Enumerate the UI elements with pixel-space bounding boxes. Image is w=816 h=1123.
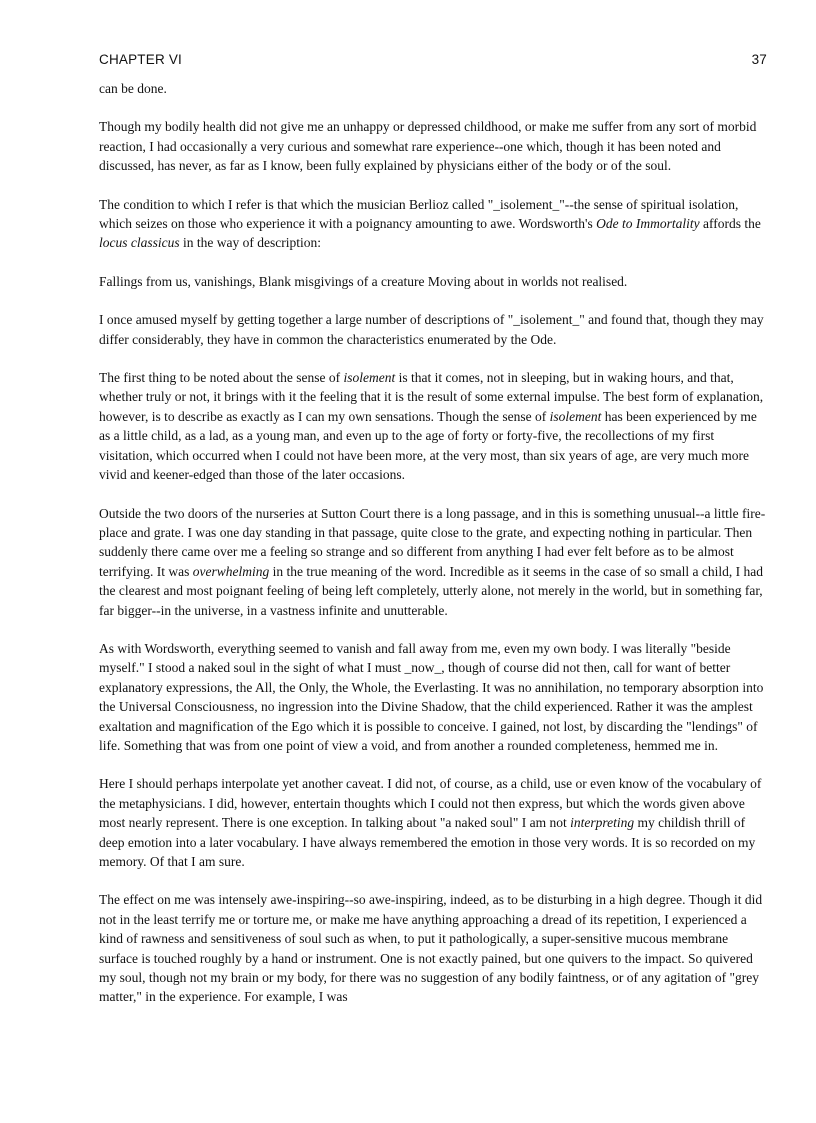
paragraph-9: Here I should perhaps interpolate yet another caveat. I did not, of course, as a child, use or even know of the vocabulary of the metaphysicians. I did, however, entertain thoughts which I could not then express, but which the words given above most nearly represent. There is one exception. In talking about "a naked soul" I am not interpreting my childish thrill of deep emotion into a later vocabulary. I have always remembered the emotion in those very words. It is so recorded on my memory. Of that I am sure. bbox=[99, 776, 762, 869]
paragraph-5: I once amused myself by getting together a large number of descriptions of "_isolement_" and found that, though they may differ considerably, they have in common the characteristics enumerated by the Ode. bbox=[99, 312, 764, 347]
emphasis-isolement: isolement bbox=[343, 370, 396, 386]
paragraph-1: can be done. bbox=[99, 81, 167, 96]
emphasis-ode-title: Ode to Immortality bbox=[596, 216, 700, 232]
paragraph-7: Outside the two doors of the nurseries at Sutton Court there is a long passage, and in this is something unusual--a little fire-place and grate. I was one day standing in that passage, quite close to the grate, and expecting nothing in particular. Then suddenly there came over me a feeling so strange and so different from anything I had ever felt before as to be almost terrifying. It was overwhelming in the true meaning of the word. Incredible as it seems in the case of so small a child, I had the clearest and most poignant feeling of being left completely, utterly alone, not merely in the world, but in something far, far bigger--in the universe, in a vastness infinite and unutterable. bbox=[99, 505, 766, 618]
paragraph-10: The effect on me was intensely awe-inspiring--so awe-inspiring, indeed, as to be disturbing in a high degree. Though it did not in the least terrify me or torture me, or make me have anything approaching a dread of its repetition, I experienced a kind of rawness and sensitiveness of soul such as when, to put it pathologically, a super-sensitive mucous membrane surface is touched roughly by a hand or instrument. One is not exactly pained, but one quivers to the impact. So quivered my soul, though not my brain or my body, for there was no suggestion of any bodily faintness, or of any agitation of "grey matter," in the experience. For example, I was bbox=[99, 892, 763, 1005]
chapter-heading: CHAPTER VI bbox=[99, 52, 183, 67]
emphasis-overwhelming: overwhelming bbox=[192, 563, 270, 579]
page-number: 37 bbox=[751, 52, 767, 67]
paragraph-3: The condition to which I refer is that which the musician Berlioz called "_isolement_"--the sense of spiritual isolation, which seizes on those who experience it with a poignancy amounting to awe. Wordsworth's Ode to Immortality affords the locus classicus in the way of description: bbox=[99, 196, 761, 251]
emphasis-interpreting: interpreting bbox=[570, 815, 635, 831]
body-text bbox=[99, 79, 767, 1007]
paragraph-8: As with Wordsworth, everything seemed to vanish and fall away from me, even my own body. I was literally "beside myself." I stood a naked soul in the sight of what I must _now_, though of course did not then, call for want of better explanatory expressions, the All, the Only, the Whole, the Everlasting. It was no annihilation, no temporary absorption into the Universal Consciousness, no ingression into the Divine Shadow, that the child experienced. Rather it was the amplest exaltation and magnification of the Ego which it is possible to conceive. I gained, not lost, by discarding the "lendings" of life. Something that was from one point of view a void, and from another a rounded completeness, hemmed me in. bbox=[99, 640, 764, 753]
paragraph-2: Though my bodily health did not give me an unhappy or depressed childhood, or make me suffer from any sort of morbid reaction, I had occasionally a very curious and somewhat rare experience--one which, though it has been noted and discussed, has never, as far as I know, been fully explained by physicians either of the body or of the soul. bbox=[99, 119, 757, 174]
paragraph-6: The first thing to be noted about the sense of isolement is that it comes, not in sleeping, but in waking hours, and that, whether truly or not, it brings with it the feeling that it is the result of some external impulse. The best form of explanation, however, is to describe as exactly as I can my own sensations. Though the sense of isolement has been experienced by me as a little child, as a lad, as a young man, and even up to the age of forty or forty-five, the recollections of my first visitation, which occurred when I could not have been more, at the very most, than six years of age, are very much more vivid and keener-edged than those of the later occasions. bbox=[99, 370, 764, 483]
paragraph-4-quotation: Fallings from us, vanishings, Blank misgivings of a creature Moving about in worlds not realised. bbox=[99, 273, 628, 289]
emphasis-isolement: isolement bbox=[549, 408, 602, 424]
emphasis-locus-classicus: locus classicus bbox=[99, 235, 180, 251]
page-header bbox=[99, 52, 767, 67]
document-page bbox=[99, 52, 767, 1026]
